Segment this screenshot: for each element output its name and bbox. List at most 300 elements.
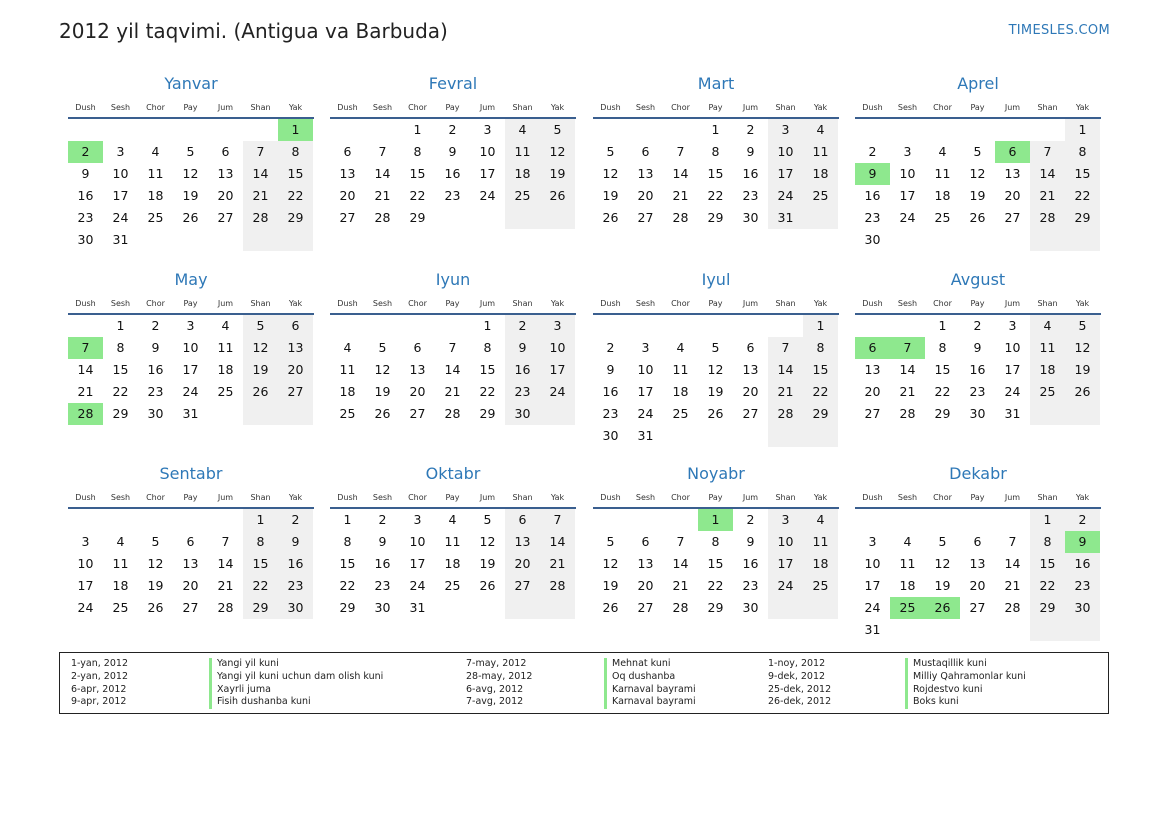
day-cell: 1 [803, 315, 838, 337]
weekday-label: Dush [862, 493, 883, 502]
weekday-label: Pay [970, 493, 985, 502]
day-cell: 8 [243, 531, 278, 553]
day-cell: 30 [864, 232, 881, 247]
empty-cell [593, 119, 628, 141]
day-cell: 6 [973, 534, 982, 549]
weekday-label: Sesh [635, 299, 656, 308]
empty-cell [855, 315, 890, 337]
weekday-header [330, 296, 576, 312]
empty-cell [435, 207, 470, 229]
day-cell: 27 [217, 210, 234, 225]
day-cell: 2 [378, 512, 387, 527]
holiday-name: Xayrli juma [209, 684, 271, 697]
week-row [68, 207, 314, 229]
empty-cell [960, 229, 995, 251]
weekday-label: Sesh [372, 103, 393, 112]
empty-cell [1030, 119, 1065, 141]
day-cell: 4 [803, 509, 838, 531]
day-cell: 2 [448, 122, 457, 137]
day-cell: 20 [742, 384, 759, 399]
day-cell: 8 [711, 534, 720, 549]
day-cell: 22 [707, 578, 724, 593]
day-cell: 22 [339, 578, 356, 593]
holiday-date: 2-yan, 2012 [71, 670, 128, 682]
empty-cell [890, 315, 925, 337]
day-cell: 1 [938, 318, 947, 333]
day-cell: 11 [899, 556, 916, 571]
weekday-label: Yak [288, 103, 303, 112]
day-cell: 17 [637, 384, 654, 399]
empty-cell [470, 597, 505, 619]
weekday-label: Chor [933, 299, 952, 308]
day-cell: 18 [217, 362, 234, 377]
day-cell: 30 [77, 232, 94, 247]
weekday-label: Shan [512, 299, 533, 308]
weekday-label: Pay [708, 103, 723, 112]
week-row [330, 403, 576, 425]
day-cell: 27 [182, 600, 199, 615]
day-cell: 16 [742, 556, 759, 571]
weekday-header [330, 490, 576, 506]
weekday-label: Shan [250, 103, 271, 112]
weekday-label: Chor [671, 299, 690, 308]
week-row [855, 403, 1101, 425]
day-cell: 14 [1004, 556, 1021, 571]
weekday-header [68, 100, 314, 116]
empty-cell [173, 229, 208, 251]
day-cell: 30 [1065, 597, 1100, 619]
day-cell: 19 [147, 578, 164, 593]
empty-cell [208, 509, 243, 531]
day-cell: 19 [540, 163, 575, 185]
day-cell: 13 [409, 362, 426, 377]
day-cell: 28 [374, 210, 391, 225]
empty-cell [803, 597, 838, 619]
day-cell: 3 [116, 144, 125, 159]
day-cell: 11 [444, 534, 461, 549]
week-row [593, 553, 839, 575]
day-cell: 15 [243, 553, 278, 575]
weekday-label: Sesh [897, 103, 918, 112]
weekday-label: Shan [1037, 103, 1058, 112]
day-cell: 19 [707, 384, 724, 399]
day-cell: 16 [602, 384, 619, 399]
week-row [593, 531, 839, 553]
empty-cell [208, 119, 243, 141]
empty-cell [855, 119, 890, 141]
day-cell: 28 [1004, 600, 1021, 615]
week-row [330, 381, 576, 403]
day-cell: 17 [409, 556, 426, 571]
day-cell: 23 [444, 188, 461, 203]
empty-cell [278, 229, 313, 251]
holiday-date: 6-avg, 2012 [466, 683, 524, 695]
day-grid [68, 315, 314, 425]
day-cell: 29 [1030, 597, 1065, 619]
weekday-label: Yak [1075, 493, 1090, 502]
day-cell: 8 [483, 340, 492, 355]
weekday-label: Shan [250, 493, 271, 502]
day-cell: 27 [969, 600, 986, 615]
day-cell: 3 [483, 122, 492, 137]
month-avgust [855, 270, 1101, 425]
week-row [330, 163, 576, 185]
week-row [68, 509, 314, 531]
month-fevral [330, 74, 576, 229]
empty-cell [540, 207, 575, 229]
day-cell: 24 [768, 575, 803, 597]
month-name: Iyul [701, 270, 731, 289]
day-cell: 7 [540, 509, 575, 531]
weekday-header [855, 100, 1101, 116]
day-cell: 23 [864, 210, 881, 225]
day-cell: 26 [969, 210, 986, 225]
weekday-label: Dush [862, 299, 883, 308]
empty-cell [995, 619, 1030, 641]
empty-cell [138, 229, 173, 251]
holiday-name: Mehnat kuni [604, 658, 671, 671]
empty-cell [628, 315, 663, 337]
day-cell: 13 [864, 362, 881, 377]
day-cell: 29 [112, 406, 129, 421]
holiday-name: Karnaval bayrami [604, 696, 696, 709]
weekday-label: Yak [550, 493, 565, 502]
empty-cell [365, 119, 400, 141]
day-cell: 30 [278, 597, 313, 619]
week-row [330, 575, 576, 597]
day-cell: 24 [1004, 384, 1021, 399]
day-cell: 29 [243, 597, 278, 619]
weekday-label: Shan [775, 493, 796, 502]
day-cell: 16 [374, 556, 391, 571]
empty-cell [138, 119, 173, 141]
day-grid [593, 509, 839, 619]
week-row [593, 337, 839, 359]
holiday-date: 9-dek, 2012 [768, 670, 826, 682]
empty-cell [663, 119, 698, 141]
day-cell: 1 [243, 509, 278, 531]
day-cell: 26 [147, 600, 164, 615]
weekday-label: Chor [933, 493, 952, 502]
week-row [68, 229, 314, 251]
empty-cell [925, 229, 960, 251]
empty-cell [68, 315, 103, 337]
day-cell: 7 [768, 337, 803, 359]
day-grid [330, 119, 576, 229]
day-cell: 1 [483, 318, 492, 333]
day-cell: 6 [505, 509, 540, 531]
weekday-label: Sesh [635, 103, 656, 112]
month-name: Iyun [435, 270, 471, 289]
empty-cell [593, 315, 628, 337]
holiday-legend [59, 652, 1109, 714]
month-may [68, 270, 314, 425]
day-cell: 15 [1030, 553, 1065, 575]
day-cell: 21 [768, 381, 803, 403]
weekday-label: Shan [1037, 493, 1058, 502]
day-cell: 12 [602, 166, 619, 181]
month-name: Dekabr [949, 464, 1007, 483]
day-cell: 30 [742, 210, 759, 225]
empty-cell [505, 597, 540, 619]
site-link[interactable]: TIMESLES.COM [1008, 23, 1110, 38]
weekday-label: Chor [408, 299, 427, 308]
day-cell: 1 [116, 318, 125, 333]
day-cell: 17 [768, 163, 803, 185]
day-cell: 30 [374, 600, 391, 615]
weekday-label: Jum [479, 493, 496, 502]
day-cell: 25 [505, 185, 540, 207]
weekday-label: Dush [862, 103, 883, 112]
month-aprel [855, 74, 1101, 251]
day-cell: 7 [676, 534, 685, 549]
week-row [593, 509, 839, 531]
day-cell: 26 [1065, 381, 1100, 403]
holiday-name: Karnaval bayrami [604, 684, 696, 697]
empty-cell [995, 119, 1030, 141]
day-cell: 10 [864, 556, 881, 571]
weekday-label: Sesh [110, 103, 131, 112]
week-row [855, 141, 1101, 163]
day-cell: 1 [711, 122, 720, 137]
day-cell: 29 [707, 600, 724, 615]
day-cell: 7 [1030, 141, 1065, 163]
day-cell: 13 [637, 556, 654, 571]
week-row [593, 207, 839, 229]
week-row [330, 207, 576, 229]
holiday-date: 26-dek, 2012 [768, 696, 832, 708]
day-cell: 5 [606, 144, 615, 159]
day-cell: 23 [147, 384, 164, 399]
week-row [855, 163, 1101, 185]
day-cell: 21 [444, 384, 461, 399]
day-cell: 5 [711, 340, 720, 355]
day-cell: 29 [479, 406, 496, 421]
day-cell: 18 [147, 188, 164, 203]
day-cell: 22 [112, 384, 129, 399]
weekday-label: Sesh [897, 493, 918, 502]
day-cell: 16 [864, 188, 881, 203]
day-cell: 27 [505, 575, 540, 597]
day-cell: 7 [890, 337, 925, 359]
empty-cell [208, 229, 243, 251]
empty-cell [208, 403, 243, 425]
weekday-label: Sesh [110, 493, 131, 502]
empty-cell [1065, 619, 1100, 641]
day-cell: 30 [969, 406, 986, 421]
day-cell: 14 [672, 166, 689, 181]
empty-cell [995, 509, 1030, 531]
week-row [593, 597, 839, 619]
day-cell: 3 [1008, 318, 1017, 333]
empty-cell [1030, 619, 1065, 641]
day-cell: 23 [742, 188, 759, 203]
day-cell: 15 [479, 362, 496, 377]
day-cell: 25 [890, 597, 925, 619]
weekday-label: Jum [742, 103, 759, 112]
week-row [593, 425, 839, 447]
empty-cell [960, 619, 995, 641]
week-row [593, 141, 839, 163]
day-cell: 11 [1030, 337, 1065, 359]
day-cell: 20 [182, 578, 199, 593]
day-cell: 24 [77, 600, 94, 615]
day-cell: 25 [112, 600, 129, 615]
week-row [330, 185, 576, 207]
week-row [855, 315, 1101, 337]
day-cell: 10 [182, 340, 199, 355]
empty-cell [278, 403, 313, 425]
day-cell: 29 [803, 403, 838, 425]
weekday-label: Chor [671, 103, 690, 112]
day-cell: 31 [182, 406, 199, 421]
week-row [593, 119, 839, 141]
day-cell: 14 [1030, 163, 1065, 185]
week-row [330, 359, 576, 381]
day-cell: 19 [602, 578, 619, 593]
holiday-date: 1-yan, 2012 [71, 658, 128, 669]
empty-cell [365, 315, 400, 337]
day-cell: 21 [77, 384, 94, 399]
empty-cell [1030, 403, 1065, 425]
weekday-label: Sesh [110, 299, 131, 308]
empty-cell [435, 597, 470, 619]
day-cell: 10 [899, 166, 916, 181]
week-row [68, 597, 314, 619]
weekday-label: Pay [445, 103, 460, 112]
week-row [855, 207, 1101, 229]
day-cell: 13 [969, 556, 986, 571]
day-cell: 7 [221, 534, 230, 549]
month-iyun [330, 270, 576, 425]
day-cell: 17 [864, 578, 881, 593]
month-yanvar [68, 74, 314, 251]
weekday-label: Sesh [372, 299, 393, 308]
day-cell: 3 [768, 509, 803, 531]
day-cell: 19 [969, 188, 986, 203]
week-row [855, 359, 1101, 381]
day-cell: 9 [1065, 531, 1100, 553]
day-cell: 16 [742, 166, 759, 181]
week-row [68, 185, 314, 207]
month-name: Oktabr [425, 464, 481, 483]
day-cell: 4 [221, 318, 230, 333]
day-cell: 28 [1030, 207, 1065, 229]
day-cell: 19 [1065, 359, 1100, 381]
week-row [68, 403, 314, 425]
day-cell: 26 [602, 600, 619, 615]
day-cell: 28 [444, 406, 461, 421]
weekday-header [593, 490, 839, 506]
weekday-label: Chor [146, 299, 165, 308]
month-sentabr [68, 464, 314, 619]
day-cell: 27 [637, 210, 654, 225]
week-row [593, 315, 839, 337]
weekday-label: Dush [600, 299, 621, 308]
day-cell: 3 [186, 318, 195, 333]
empty-cell [663, 315, 698, 337]
day-cell: 25 [1030, 381, 1065, 403]
empty-cell [768, 597, 803, 619]
day-cell: 18 [803, 163, 838, 185]
day-cell: 12 [374, 362, 391, 377]
day-cell: 15 [707, 556, 724, 571]
week-row [855, 619, 1101, 641]
empty-cell [1065, 229, 1100, 251]
day-cell: 10 [77, 556, 94, 571]
day-cell: 31 [637, 428, 654, 443]
day-cell: 6 [186, 534, 195, 549]
day-cell: 8 [1030, 531, 1065, 553]
day-cell: 26 [602, 210, 619, 225]
weekday-label: Yak [813, 103, 828, 112]
day-cell: 15 [409, 166, 426, 181]
day-cell: 14 [444, 362, 461, 377]
day-cell: 29 [707, 210, 724, 225]
day-cell: 3 [768, 119, 803, 141]
day-cell: 25 [339, 406, 356, 421]
day-cell: 10 [540, 337, 575, 359]
empty-cell [628, 119, 663, 141]
month-oktabr [330, 464, 576, 619]
weekday-label: Dush [75, 493, 96, 502]
day-cell: 26 [479, 578, 496, 593]
day-cell: 25 [217, 384, 234, 399]
month-name: Yanvar [164, 74, 218, 93]
day-cell: 18 [899, 578, 916, 593]
month-name: Noyabr [687, 464, 745, 483]
week-row [855, 119, 1101, 141]
day-cell: 9 [81, 166, 90, 181]
day-grid [330, 315, 576, 425]
day-cell: 1 [1065, 119, 1100, 141]
holiday-name: Oq dushanba [604, 671, 675, 684]
day-cell: 2 [746, 122, 755, 137]
day-cell: 12 [182, 166, 199, 181]
day-grid [855, 315, 1101, 425]
day-cell: 28 [672, 600, 689, 615]
day-cell: 26 [707, 406, 724, 421]
day-cell: 1 [698, 509, 733, 531]
day-cell: 6 [343, 144, 352, 159]
day-cell: 9 [855, 163, 890, 185]
day-cell: 28 [243, 207, 278, 229]
day-cell: 7 [448, 340, 457, 355]
day-cell: 24 [182, 384, 199, 399]
day-cell: 7 [243, 141, 278, 163]
day-cell: 25 [147, 210, 164, 225]
day-cell: 19 [243, 359, 278, 381]
day-cell: 9 [448, 144, 457, 159]
day-cell: 26 [182, 210, 199, 225]
empty-cell [855, 509, 890, 531]
day-cell: 2 [606, 340, 615, 355]
day-cell: 5 [378, 340, 387, 355]
day-cell: 17 [540, 359, 575, 381]
weekday-label: Pay [183, 493, 198, 502]
day-cell: 4 [676, 340, 685, 355]
week-row [330, 337, 576, 359]
day-cell: 18 [803, 553, 838, 575]
day-cell: 9 [606, 362, 615, 377]
day-cell: 23 [374, 578, 391, 593]
day-cell: 7 [676, 144, 685, 159]
day-cell: 18 [339, 384, 356, 399]
day-grid [855, 119, 1101, 251]
holiday-name: Boks kuni [905, 696, 959, 709]
week-row [68, 531, 314, 553]
weekday-label: Dush [75, 299, 96, 308]
